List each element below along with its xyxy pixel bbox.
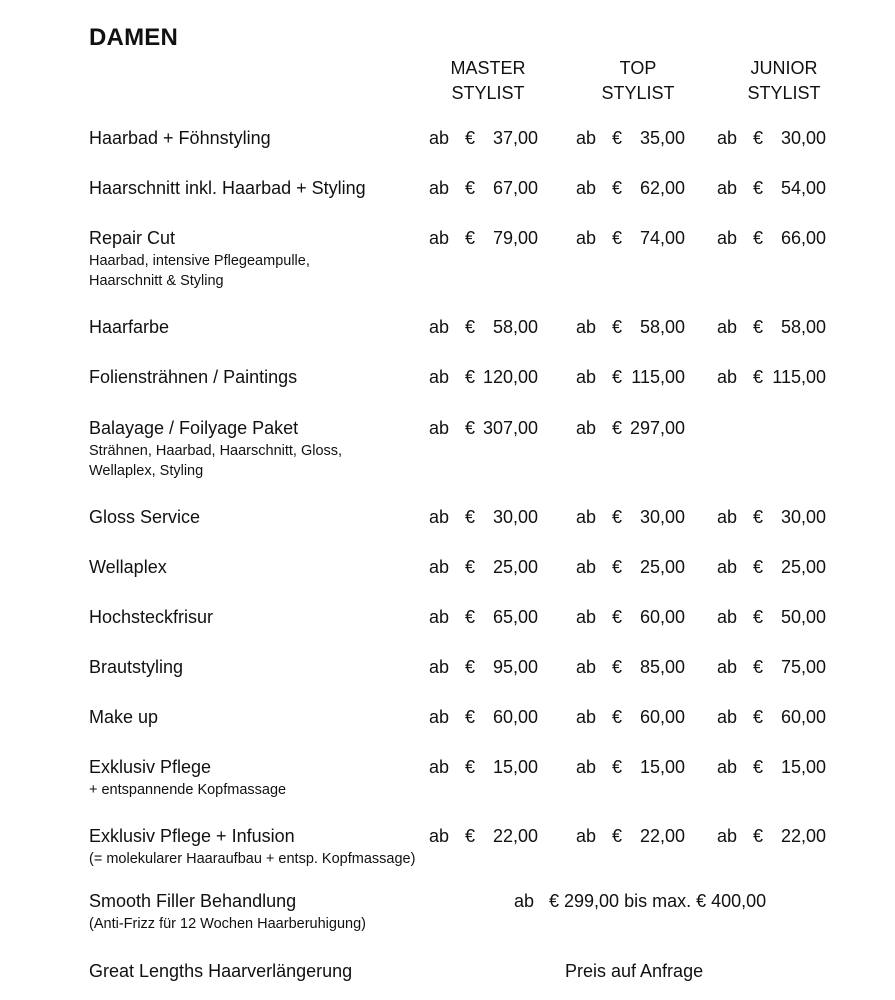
currency-symbol: €: [753, 707, 764, 727]
service-name: Gloss Service: [89, 507, 201, 527]
price-prefix: ab: [717, 228, 738, 248]
price-prefix: ab: [429, 607, 450, 627]
service-name: Balayage / Foilyage Paket: [89, 418, 299, 438]
service-description: Haarschnitt & Styling: [89, 273, 224, 289]
price-prefix: ab: [429, 228, 450, 248]
price-amount: 74,00: [639, 228, 685, 248]
price-amount: 22,00: [492, 826, 538, 846]
price-amount: 79,00: [492, 228, 538, 248]
price-amount: 67,00: [492, 178, 538, 198]
price-amount: 62,00: [639, 178, 685, 198]
column-header-line2: STYLIST: [747, 83, 821, 103]
price-prefix: ab: [717, 367, 738, 387]
price-prefix: ab: [717, 826, 738, 846]
currency-symbol: €: [612, 507, 623, 527]
price-prefix: ab: [717, 607, 738, 627]
price-prefix: ab: [576, 557, 597, 577]
price-amount: 60,00: [639, 607, 685, 627]
column-header-line2: STYLIST: [601, 83, 675, 103]
service-description: Haarbad, intensive Pflegeampulle,: [89, 253, 310, 269]
price-amount: 115,00: [631, 367, 685, 387]
column-header-top: [588, 56, 688, 106]
price-amount: 54,00: [780, 178, 826, 198]
currency-symbol: €: [612, 317, 623, 337]
service-name: Wellaplex: [89, 557, 167, 577]
currency-symbol: €: [612, 228, 623, 248]
currency-symbol: €: [612, 657, 623, 677]
currency-symbol: €: [465, 757, 476, 777]
price-prefix: ab: [717, 757, 738, 777]
price-prefix: ab: [429, 657, 450, 677]
price-amount: 58,00: [780, 317, 826, 337]
price-prefix: ab: [717, 657, 738, 677]
currency-symbol: €: [465, 607, 476, 627]
currency-symbol: €: [753, 128, 764, 148]
column-header-line1: TOP: [619, 58, 657, 78]
currency-symbol: €: [465, 228, 476, 248]
service-description: Wellaplex, Styling: [89, 463, 204, 479]
currency-symbol: €: [465, 657, 476, 677]
price-amount: 297,00: [629, 418, 685, 438]
column-header-line1: JUNIOR: [750, 58, 818, 78]
price-amount: 120,00: [482, 367, 538, 387]
page-title: DAMEN: [89, 24, 178, 51]
price-amount: 15,00: [492, 757, 538, 777]
price-prefix: ab: [576, 418, 597, 438]
price-amount: 307,00: [482, 418, 538, 438]
price-prefix: ab: [429, 557, 450, 577]
price-amount: 15,00: [780, 757, 826, 777]
price-prefix: ab: [429, 178, 450, 198]
currency-symbol: €: [612, 707, 623, 727]
currency-symbol: €: [465, 418, 476, 438]
currency-symbol: €: [753, 557, 764, 577]
currency-symbol: €: [753, 317, 764, 337]
currency-symbol: €: [465, 507, 476, 527]
service-name: Brautstyling: [89, 657, 184, 677]
price-amount: 15,00: [639, 757, 685, 777]
price-amount: 30,00: [780, 507, 826, 527]
currency-symbol: €: [465, 707, 476, 727]
currency-symbol: €: [612, 557, 623, 577]
price-prefix: ab: [429, 367, 450, 387]
price-range: € 299,00 bis max. € 400,00: [549, 891, 767, 911]
price-prefix: ab: [429, 507, 450, 527]
service-name: Repair Cut: [89, 228, 176, 248]
price-amount: 60,00: [492, 707, 538, 727]
price-prefix: ab: [514, 891, 535, 911]
price-amount: 25,00: [780, 557, 826, 577]
price-amount: 25,00: [492, 557, 538, 577]
currency-symbol: €: [612, 367, 623, 387]
price-amount: 75,00: [780, 657, 826, 677]
price-amount: 58,00: [639, 317, 685, 337]
price-amount: 60,00: [639, 707, 685, 727]
price-amount: 60,00: [780, 707, 826, 727]
price-amount: 30,00: [639, 507, 685, 527]
currency-symbol: €: [465, 317, 476, 337]
price-prefix: ab: [576, 228, 597, 248]
price-prefix: ab: [576, 657, 597, 677]
column-header-master: [438, 56, 538, 106]
price-prefix: ab: [429, 128, 450, 148]
price-prefix: ab: [576, 367, 597, 387]
currency-symbol: €: [612, 757, 623, 777]
price-amount: 25,00: [639, 557, 685, 577]
currency-symbol: €: [612, 178, 623, 198]
price-amount: 30,00: [492, 507, 538, 527]
service-name: Haarfarbe: [89, 317, 170, 337]
service-name: Exklusiv Pflege + Infusion: [89, 826, 295, 846]
price-prefix: ab: [429, 707, 450, 727]
price-amount: 37,00: [492, 128, 538, 148]
price-amount: 85,00: [639, 657, 685, 677]
service-name: Hochsteckfrisur: [89, 607, 214, 627]
price-amount: 50,00: [780, 607, 826, 627]
currency-symbol: €: [465, 557, 476, 577]
price-prefix: ab: [576, 707, 597, 727]
currency-symbol: €: [753, 826, 764, 846]
currency-symbol: €: [465, 367, 476, 387]
currency-symbol: €: [753, 507, 764, 527]
price-prefix: ab: [717, 128, 738, 148]
service-name: Foliensträhnen / Paintings: [89, 367, 298, 387]
currency-symbol: €: [612, 826, 623, 846]
price-prefix: ab: [576, 507, 597, 527]
price-prefix: ab: [429, 826, 450, 846]
price-prefix: ab: [576, 317, 597, 337]
currency-symbol: €: [465, 128, 476, 148]
price-amount: 95,00: [492, 657, 538, 677]
currency-symbol: €: [612, 418, 623, 438]
service-name: Smooth Filler Behandlung: [89, 891, 297, 911]
price-prefix: ab: [717, 317, 738, 337]
price-prefix: ab: [429, 757, 450, 777]
service-description: Strähnen, Haarbad, Haarschnitt, Gloss,: [89, 443, 343, 459]
price-prefix: ab: [576, 607, 597, 627]
currency-symbol: €: [753, 757, 764, 777]
price-prefix: ab: [717, 178, 738, 198]
price-prefix: ab: [429, 317, 450, 337]
price-amount: 66,00: [780, 228, 826, 248]
price-prefix: ab: [717, 707, 738, 727]
price-prefix: ab: [576, 757, 597, 777]
currency-symbol: €: [612, 128, 623, 148]
price-prefix: ab: [576, 826, 597, 846]
currency-symbol: €: [465, 178, 476, 198]
currency-symbol: €: [465, 826, 476, 846]
price-amount: 30,00: [780, 128, 826, 148]
service-description: (Anti-Frizz für 12 Wochen Haarberuhigung): [89, 916, 366, 932]
currency-symbol: €: [753, 178, 764, 198]
service-name: Make up: [89, 707, 159, 727]
service-name: Exklusiv Pflege: [89, 757, 212, 777]
service-name: Great Lengths Haarverlängerung: [89, 961, 353, 981]
currency-symbol: €: [753, 228, 764, 248]
price-amount: 65,00: [492, 607, 538, 627]
price-amount: 58,00: [492, 317, 538, 337]
price-amount: 35,00: [639, 128, 685, 148]
price-amount: 22,00: [639, 826, 685, 846]
currency-symbol: €: [753, 367, 764, 387]
price-amount: 115,00: [772, 367, 826, 387]
service-name: Haarschnitt inkl. Haarbad + Styling: [89, 178, 366, 198]
price-range: Preis auf Anfrage: [565, 961, 704, 981]
price-prefix: ab: [576, 128, 597, 148]
service-name: Haarbad + Föhnstyling: [89, 128, 271, 148]
service-description: (= molekularer Haaraufbau + entsp. Kopfmassage): [89, 851, 416, 867]
price-prefix: ab: [717, 507, 738, 527]
price-prefix: ab: [429, 418, 450, 438]
currency-symbol: €: [753, 607, 764, 627]
currency-symbol: €: [612, 607, 623, 627]
price-amount: 22,00: [780, 826, 826, 846]
currency-symbol: €: [753, 657, 764, 677]
column-header-line1: MASTER: [450, 58, 526, 78]
column-header-junior: [734, 56, 834, 106]
price-prefix: ab: [576, 178, 597, 198]
column-header-line2: STYLIST: [451, 83, 525, 103]
service-description: + entspannende Kopfmassage: [89, 782, 287, 798]
price-prefix: ab: [717, 557, 738, 577]
